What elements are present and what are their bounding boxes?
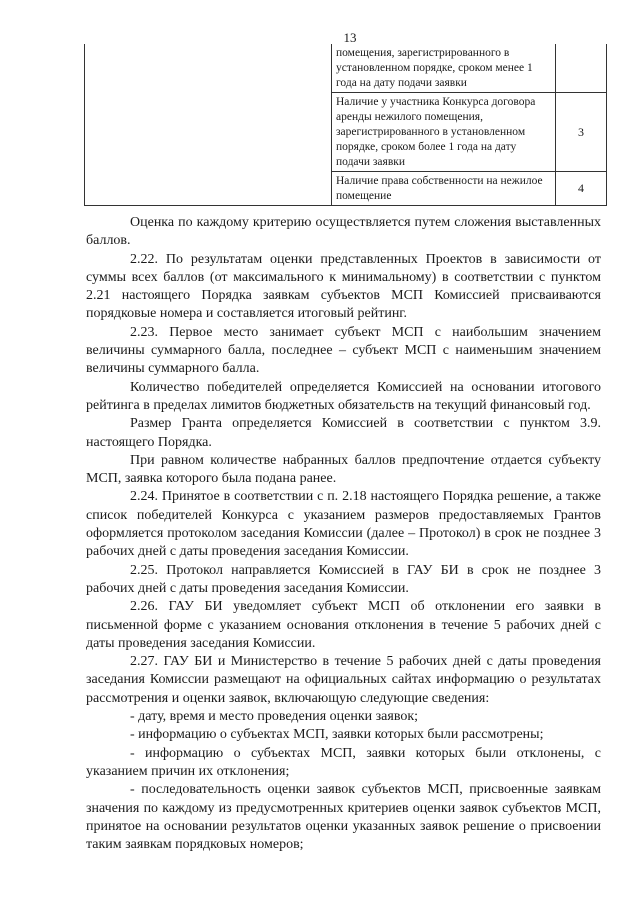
paragraph: 2.25. Протокол направляется Комиссией в ГАУ БИ в срок не позднее 3 рабочих дней с даты проведения заседания Комиссии. [86, 562, 601, 596]
paragraph: 2.23. Первое место занимает субъект МСП с наибольшим значением величины суммарного балла, последнее – субъект МСП с наименьшим значением величины суммарного балла. [86, 324, 601, 377]
list-item: - последовательность оценки заявок субъектов МСП, присвоенные заявкам значения по каждому из предусмотренных критериев оценки заявок субъектов МСП, принятое на основании результатов оценки указанных заявок решение о присвоении таким заявкам порядковых номеров; [86, 782, 601, 853]
list-item: - информацию о субъектах МСП, заявки которых были рассмотрены; [130, 727, 544, 743]
paragraph: При равном количестве набранных баллов предпочтение отдается субъекту МСП, заявка которого была подана ранее. [86, 452, 601, 487]
paragraph: Размер Гранта определяется Комиссией в соответствии с пунктом 3.9. настоящего Порядка. [86, 416, 601, 450]
table-cell-points [556, 44, 607, 93]
table-cell-criterion-group [85, 44, 332, 206]
page-number: 13 [343, 30, 357, 45]
table-cell-points: 4 [556, 172, 607, 206]
paragraph: 2.22. По результатам оценки представленных Проектов в зависимости от суммы всех баллов (от максимального к минимальному) в соответствии с пунктом 2.21 настоящего Порядка заявкам субъектов МСП Комиссией присваиваются порядковые номера и составляется итоговый рейтинг. [86, 251, 601, 322]
paragraph: Оценка по каждому критерию осуществляется путем сложения выставленных баллов. [86, 215, 601, 249]
paragraph: Количество победителей определяется Комиссией на основании итогового рейтинга в пределах лимитов бюджетных обязательств на текущий финансовый год. [86, 379, 601, 413]
table-cell-criterion: Наличие у участника Конкурса договора аренды нежилого помещения, зарегистрированного в установленном порядке, сроком более 1 года на дату подачи заявки [332, 93, 556, 172]
table-cell-criterion: помещения, зарегистрированного в установленном порядке, сроком менее 1 года на дату подачи заявки [332, 44, 556, 93]
table-cell-criterion: Наличие права собственности на нежилое помещение [332, 172, 556, 206]
paragraph: 2.26. ГАУ БИ уведомляет субъект МСП об отклонении его заявки в письменной форме с указанием основания отклонения в течение 5 рабочих дней с даты проведения заседания Комиссии. [86, 599, 601, 651]
list-item: - дату, время и место проведения оценки заявок; [130, 709, 419, 725]
document-body [86, 214, 601, 854]
paragraph: 2.27. ГАУ БИ и Министерство в течение 5 рабочих дней с даты проведения заседания Комиссии размещают на официальных сайтах информацию о результатах рассмотрения и оценки заявок, включающую следующие сведения: [86, 654, 601, 706]
criteria-table [84, 44, 607, 206]
paragraph: 2.24. Принятое в соответствии с п. 2.18 настоящего Порядка решение, а также список победителей Конкурса с указанием размеров предоставляемых Грантов оформляется протоколом заседания Комиссии (далее – Протокол) в срок не позднее 3 рабочих дней с даты проведения заседания Комиссии. [86, 489, 601, 560]
list-item: - информацию о субъектах МСП, заявки которых были отклонены, с указанием причин их отклонения; [86, 745, 601, 779]
table-cell-points: 3 [556, 93, 607, 172]
table-row [85, 44, 607, 93]
